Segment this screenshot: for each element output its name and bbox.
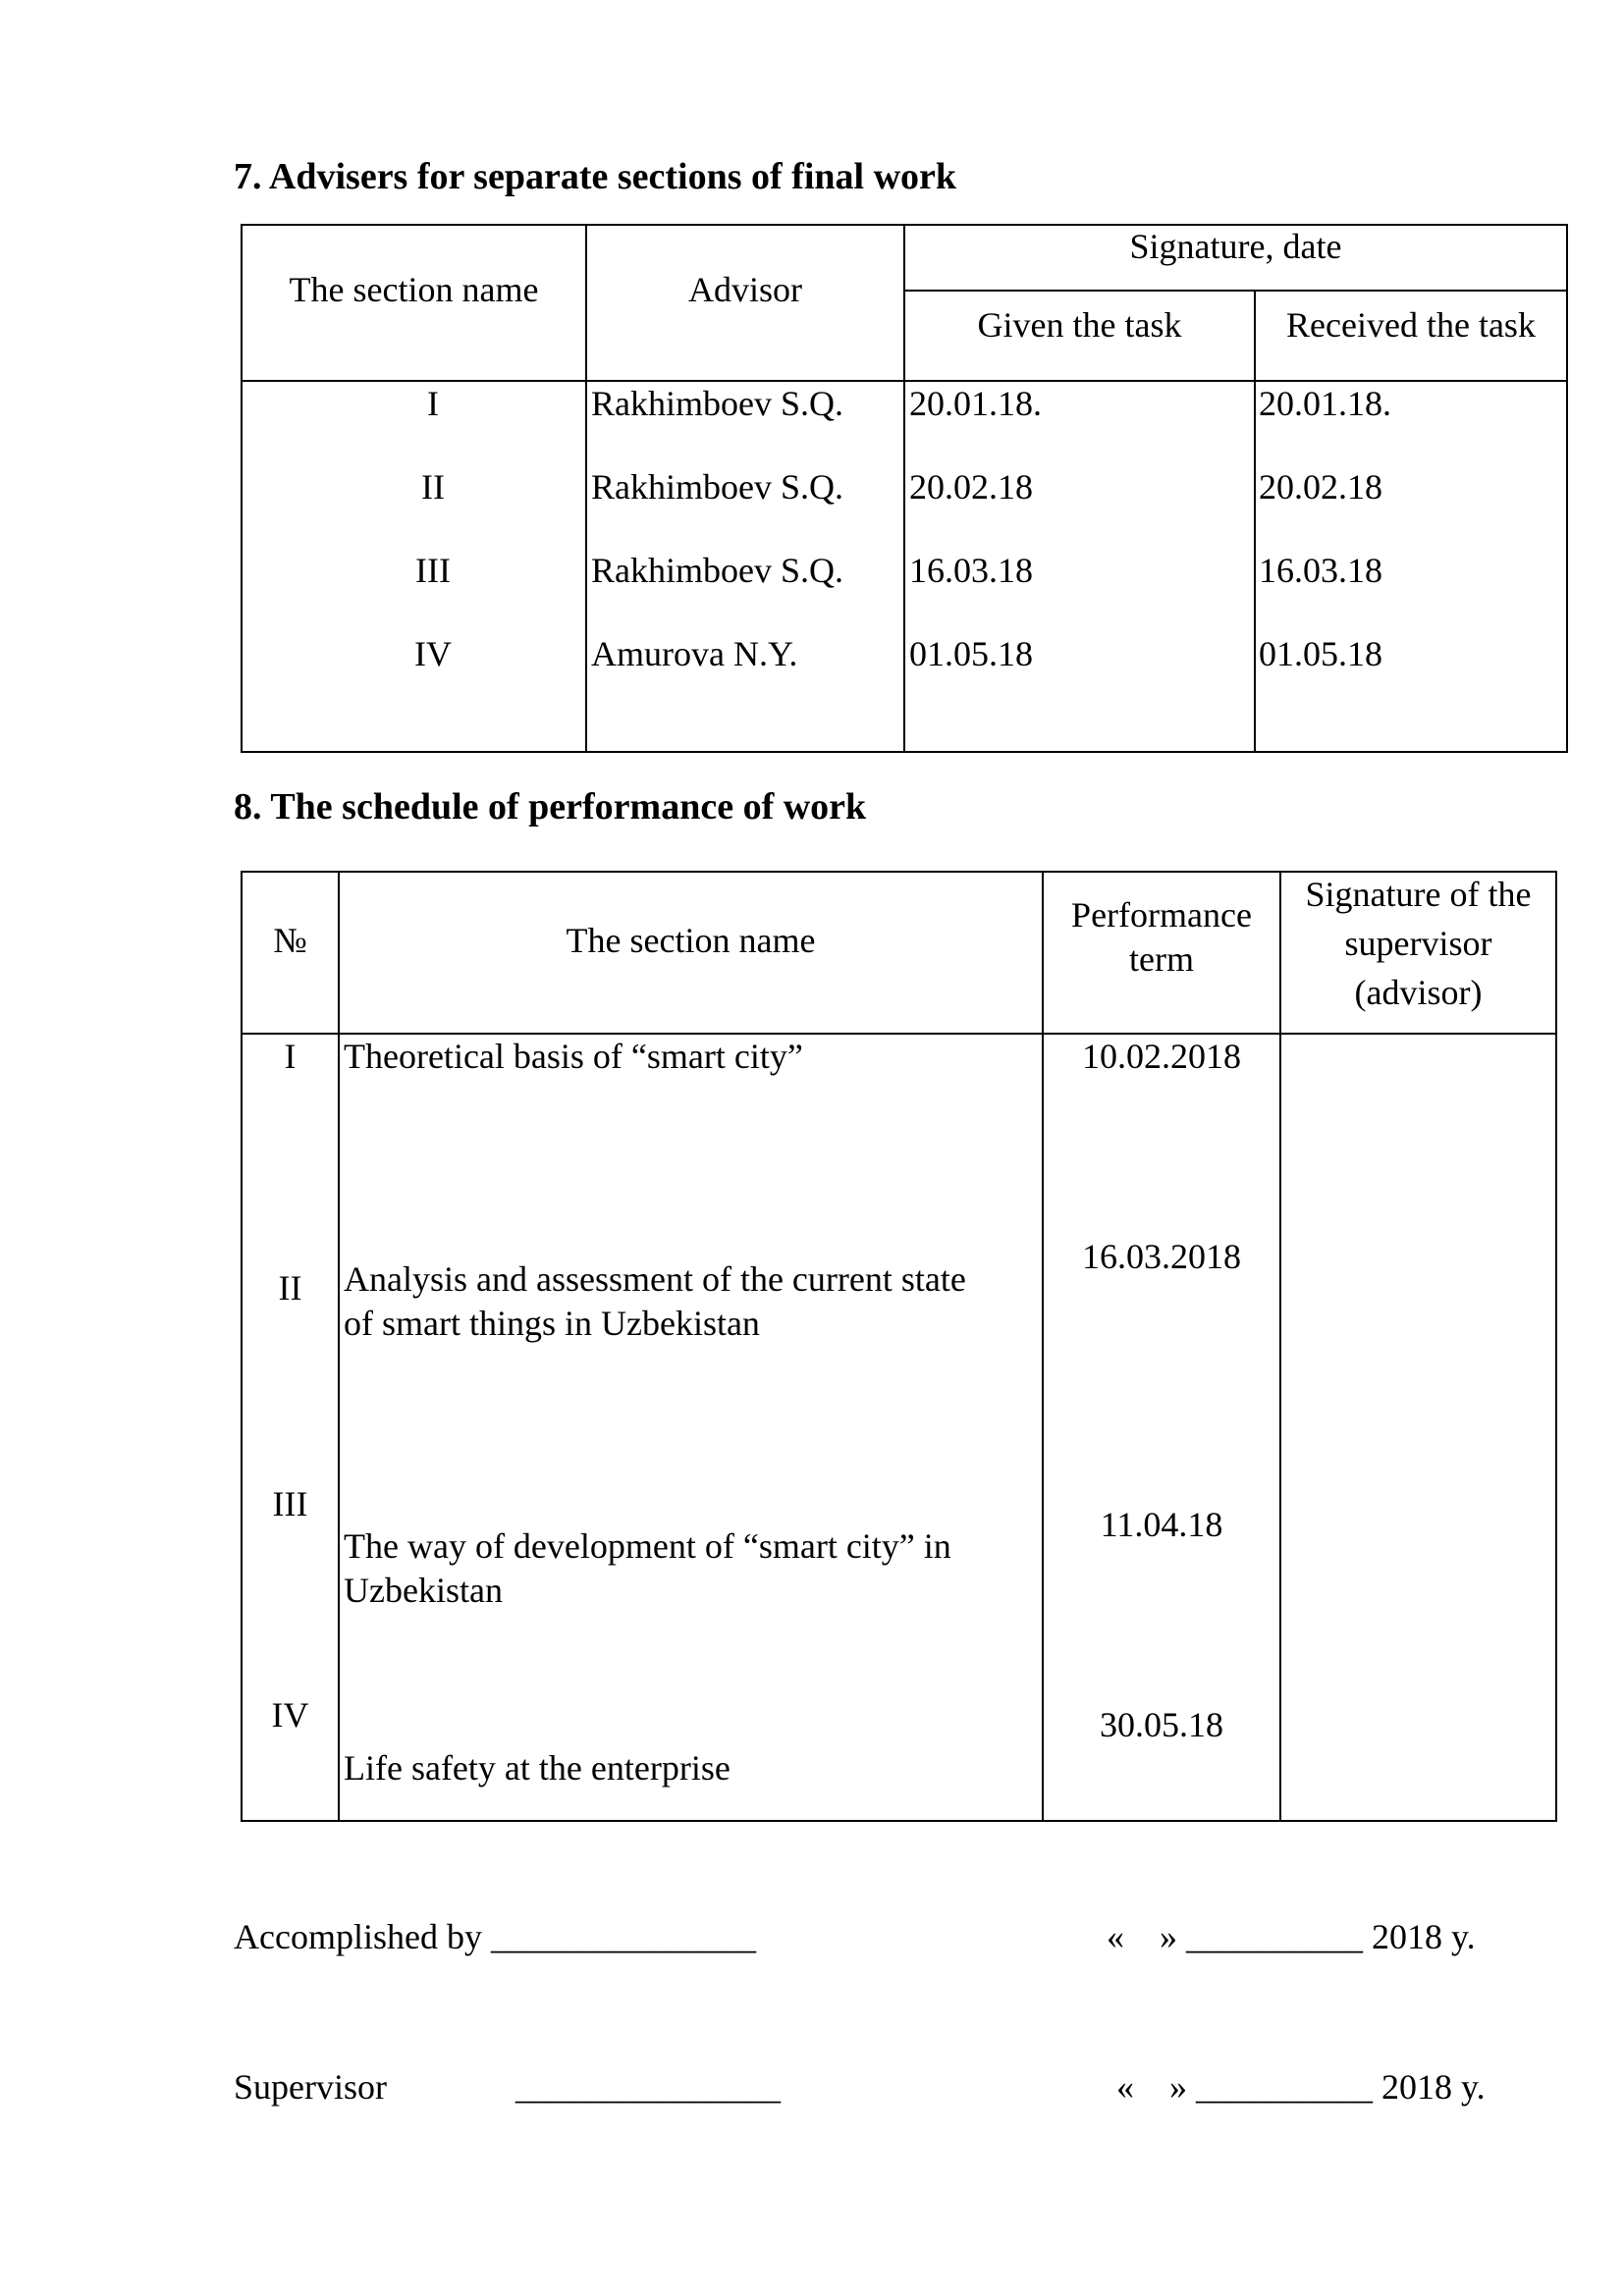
row-section-name: Analysis and assessment of the current state of smart things in Uzbekistan — [344, 1259, 966, 1343]
header-signature-date: Signature, date — [1129, 227, 1342, 266]
header-section-name: The section name — [289, 270, 539, 309]
accomplished-by-line: Accomplished by _______________ — [234, 1917, 756, 1956]
row-term: 10.02.2018 — [1082, 1037, 1241, 1076]
supervisor-label: Supervisor — [234, 2067, 387, 2107]
header-supervisor-signature: Signature of the supervisor (advisor) — [1305, 875, 1532, 1012]
header-section-name: The section name — [566, 921, 816, 960]
supervisor-signature-line: _______________ — [515, 2067, 781, 2107]
header-received-task: Received the task — [1286, 305, 1536, 345]
row-number: I — [284, 1037, 297, 1076]
row-section-name: Life safety at the enterprise — [344, 1748, 731, 1788]
row-number: II — [278, 1268, 302, 1308]
row-number: IV — [271, 1695, 309, 1735]
row-number: III — [272, 1484, 308, 1523]
section-7-heading: 7. Advisers for separate sections of final work — [234, 156, 957, 197]
accomplished-date-line: « » __________ 2018 y. — [1107, 1917, 1476, 1956]
row-advisor: Rakhimboev S.Q. — [591, 384, 843, 423]
row-advisor: Amurova N.Y. — [591, 634, 798, 673]
row-received-date: 20.01.18. — [1259, 384, 1391, 423]
row-given-date: 20.02.18 — [909, 467, 1033, 507]
row-section-name: Theoretical basis of “smart city” — [344, 1037, 803, 1076]
header-performance-term: Performance term — [1071, 895, 1252, 979]
row-given-date: 01.05.18 — [909, 634, 1033, 673]
row-section-number: II — [421, 467, 445, 507]
row-advisor: Rakhimboev S.Q. — [591, 551, 843, 590]
section-8-heading: 8. The schedule of performance of work — [234, 786, 867, 828]
row-section-number: IV — [414, 634, 452, 673]
header-given-task: Given the task — [977, 305, 1182, 345]
row-term: 11.04.18 — [1100, 1505, 1223, 1544]
row-received-date: 20.02.18 — [1259, 467, 1382, 507]
row-section-name: The way of development of “smart city” in Uzbekistan — [344, 1526, 951, 1610]
header-advisor: Advisor — [688, 270, 802, 309]
row-term: 30.05.18 — [1100, 1705, 1223, 1744]
row-given-date: 20.01.18. — [909, 384, 1042, 423]
row-received-date: 16.03.18 — [1259, 551, 1382, 590]
supervisor-date-line: « » __________ 2018 y. — [1116, 2067, 1486, 2107]
row-section-number: III — [415, 551, 451, 590]
row-section-number: I — [427, 384, 439, 423]
header-number: № — [273, 921, 307, 960]
row-received-date: 01.05.18 — [1259, 634, 1382, 673]
row-advisor: Rakhimboev S.Q. — [591, 467, 843, 507]
row-given-date: 16.03.18 — [909, 551, 1033, 590]
row-term: 16.03.2018 — [1082, 1237, 1241, 1276]
